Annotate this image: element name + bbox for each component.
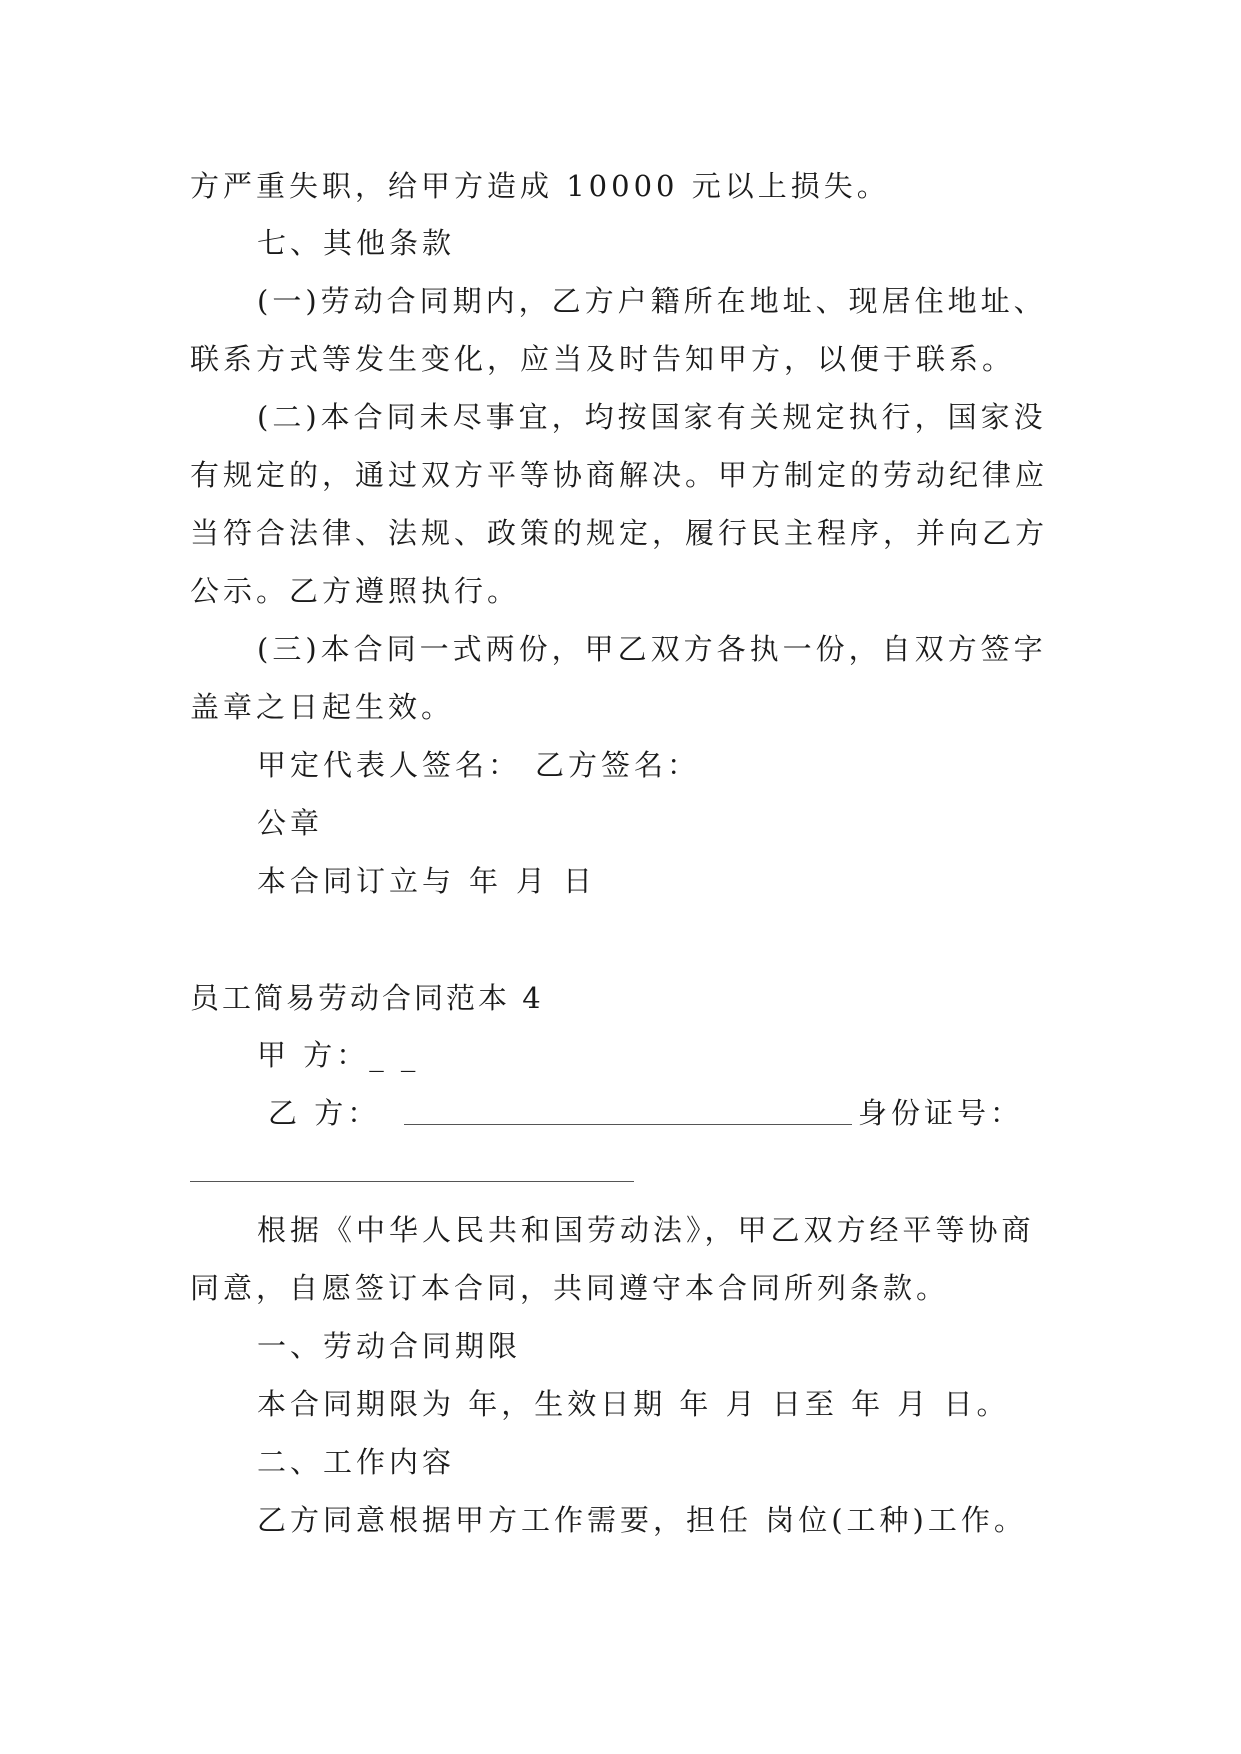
date-year: 年 <box>469 864 503 898</box>
section-heading-other-terms: 七、其他条款 <box>257 226 456 260</box>
party-a-blank: _ _ <box>369 1038 420 1072</box>
work-content-line: 乙方同意根据甲方工作需要，担任 岗位(工种)工作。 <box>257 1503 1027 1537</box>
date-prefix: 本合同订立与 <box>257 864 456 898</box>
party-b-label: 乙 方： <box>268 1096 381 1130</box>
body-line-8: 公示。乙方遵照执行。 <box>190 574 521 608</box>
section-heading-work-content: 二、工作内容 <box>257 1445 456 1479</box>
seal-label: 公章 <box>257 806 324 840</box>
party-a-line <box>257 1037 419 1073</box>
body-line-10: 盖章之日起生效。 <box>190 690 455 724</box>
section-heading-term: 一、劳动合同期限 <box>257 1329 522 1363</box>
body-line-5: (二)本合同未尽事宜，均按国家有关规定执行，国家没 <box>257 400 1047 434</box>
body-line-6: 有规定的，通过双方平等协商解决。甲方制定的劳动纪律应 <box>190 458 1049 492</box>
body-line-7: 当符合法律、法规、政策的规定，履行民主程序，并向乙方 <box>190 516 1049 550</box>
party-a-signature-label: 甲定代表人签名： <box>257 748 522 782</box>
date-day: 日 <box>563 864 597 898</box>
party-b-signature-label: 乙方签名： <box>535 748 701 782</box>
body-line-4: 联系方式等发生变化，应当及时告知甲方，以便于联系。 <box>190 342 1016 376</box>
id-number-blank-line <box>190 1181 634 1182</box>
contract-term-line: 本合同期限为 年，生效日期 年 月 日至 年 月 日。 <box>257 1387 1010 1421</box>
contract-title: 员工简易劳动合同范本 4 <box>190 981 544 1015</box>
intro-line-1: 根据《中华人民共和国劳动法》，甲乙双方经平等协商 <box>257 1213 1035 1247</box>
id-number-label: 身份证号： <box>858 1096 1024 1130</box>
signing-date-line <box>257 863 596 899</box>
party-b-blank-line <box>404 1124 852 1125</box>
date-month: 月 <box>516 864 550 898</box>
party-a-label: 甲 方： <box>257 1038 370 1072</box>
body-line-1: 方严重失职，给甲方造成 10000 元以上损失。 <box>190 169 890 203</box>
body-line-3: (一)劳动合同期内，乙方户籍所在地址、现居住地址、 <box>257 284 1047 318</box>
intro-line-2: 同意，自愿签订本合同，共同遵守本合同所列条款。 <box>190 1271 950 1305</box>
signature-line <box>257 747 700 783</box>
body-line-9: (三)本合同一式两份，甲乙双方各执一份，自双方签字 <box>257 632 1047 666</box>
